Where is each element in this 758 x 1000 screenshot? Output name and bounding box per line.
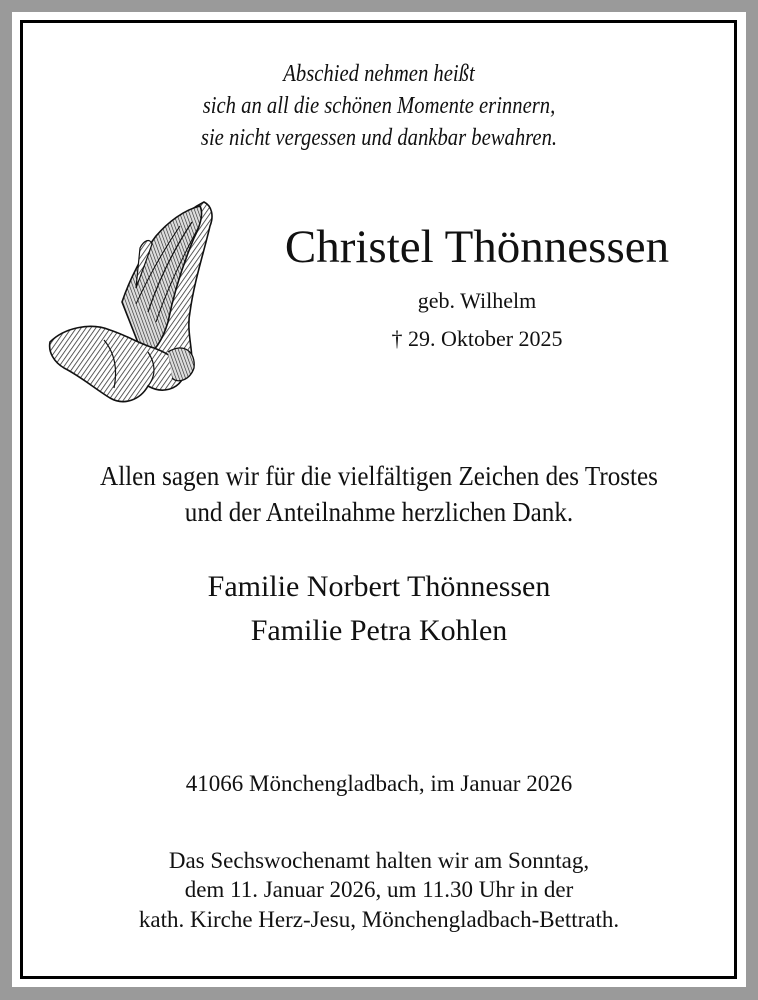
birth-name: geb. Wilhelm <box>417 288 537 313</box>
verse-line: sie nicht vergessen und dankbar bewahren. <box>200 125 558 151</box>
service-line: Das Sechswochenamt halten wir am Sonntag, <box>168 848 590 873</box>
verse-line: Abschied nehmen heißt <box>283 61 475 87</box>
deceased-name: Christel Thönnessen <box>284 221 670 273</box>
service-line: kath. Kirche Herz-Jesu, Mönchengladbach-Bettrath. <box>138 907 620 932</box>
death-date: † 29. Oktober 2025 <box>391 326 563 351</box>
thanks-line: Allen sagen wir für die vielfältigen Zeichen des Trostes <box>100 461 658 491</box>
verse-line: sich an all die schönen Momente erinnern, <box>202 93 556 119</box>
service-line: dem 11. Januar 2026, um 11.30 Uhr in der <box>184 877 574 902</box>
family-name: Familie Petra Kohlen <box>250 614 508 647</box>
place-date: 41066 Mönchengladbach, im Januar 2026 <box>185 771 573 796</box>
family-name: Familie Norbert Thönnessen <box>207 570 551 603</box>
praying-hands-icon <box>44 192 220 408</box>
thanks-line: und der Anteilnahme herzlichen Dank. <box>184 497 574 527</box>
